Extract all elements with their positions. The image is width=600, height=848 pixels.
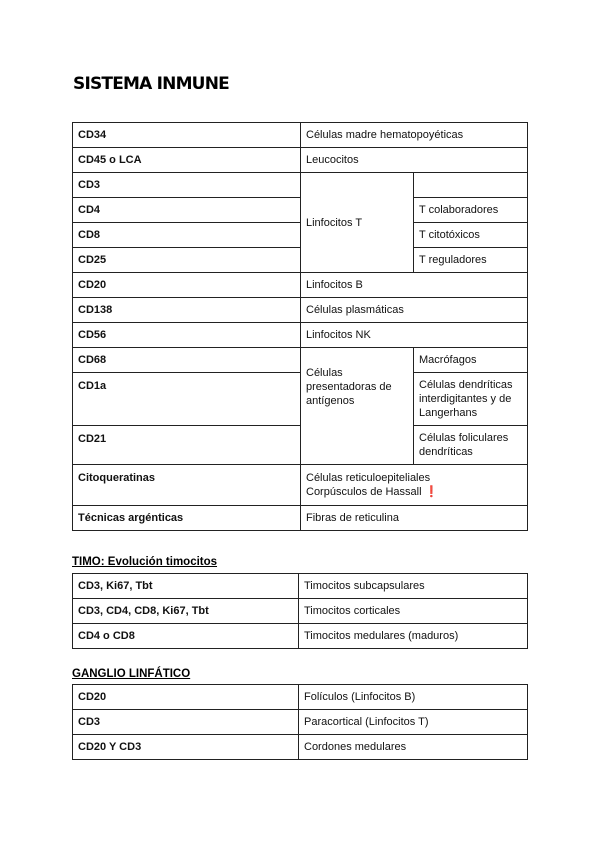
marker-cell: CD20 xyxy=(73,273,301,298)
cell-type: Cordones medulares xyxy=(299,735,528,760)
table-row xyxy=(73,426,528,465)
cell-line-text: Corpúsculos de Hassall xyxy=(306,486,422,498)
timo-table xyxy=(72,573,528,649)
marker-cell: CD8 xyxy=(73,223,301,248)
cell-type: Células plasmáticas xyxy=(301,298,528,323)
table-row xyxy=(73,685,528,710)
cell-type: Linfocitos B xyxy=(301,273,528,298)
table-row xyxy=(73,248,528,273)
table-row xyxy=(73,506,528,531)
marker-cell: CD20 xyxy=(73,685,299,710)
table-row xyxy=(73,373,528,426)
cell-type: Timocitos corticales xyxy=(299,599,528,624)
marker-cell: Citoqueratinas xyxy=(73,465,301,506)
cell-type: Paracortical (Linfocitos T) xyxy=(299,710,528,735)
marker-cell: CD21 xyxy=(73,426,301,465)
ganglio-table xyxy=(72,684,528,760)
marker-cell: CD3, CD4, CD8, Ki67, Tbt xyxy=(73,599,299,624)
cell-group-linfocitos-t: Linfocitos T xyxy=(301,173,414,273)
marker-cell: CD34 xyxy=(73,123,301,148)
cell-type: Fibras de reticulina xyxy=(301,506,528,531)
table-row xyxy=(73,624,528,649)
cell-type: Timocitos subcapsulares xyxy=(299,574,528,599)
table-row xyxy=(73,198,528,223)
table-row xyxy=(73,323,528,348)
cell-type: Células madre hematopoyéticas xyxy=(301,123,528,148)
table-row xyxy=(73,710,528,735)
section-heading-timo: TIMO: Evolución timocitos xyxy=(72,556,218,568)
cell-subtype xyxy=(414,173,528,198)
marker-cell: CD3 xyxy=(73,173,301,198)
marker-cell: CD3 xyxy=(73,710,299,735)
cell-line xyxy=(306,485,522,499)
table-row xyxy=(73,465,528,506)
table-row xyxy=(73,574,528,599)
cell-group-apc: Células presentadoras de antígenos xyxy=(301,348,414,465)
marker-cell: CD3, Ki67, Tbt xyxy=(73,574,299,599)
table-row xyxy=(73,148,528,173)
cell-type: Leucocitos xyxy=(301,148,528,173)
marker-cell: CD56 xyxy=(73,323,301,348)
table-row xyxy=(73,273,528,298)
cell-type: Folículos (Linfocitos B) xyxy=(299,685,528,710)
marker-cell: CD1a xyxy=(73,373,301,426)
page-title: SISTEMA INMUNE xyxy=(73,74,229,94)
table-row xyxy=(73,223,528,248)
markers-table xyxy=(72,122,528,531)
cell-type: Timocitos medulares (maduros) xyxy=(299,624,528,649)
table-row xyxy=(73,735,528,760)
section-heading-ganglio: GANGLIO LINFÁTICO xyxy=(72,668,191,680)
table-row xyxy=(73,599,528,624)
table-row xyxy=(73,123,528,148)
cell-subtype: Macrófagos xyxy=(414,348,528,373)
cell-type: Linfocitos NK xyxy=(301,323,528,348)
marker-cell: Técnicas argénticas xyxy=(73,506,301,531)
marker-cell: CD138 xyxy=(73,298,301,323)
marker-cell: CD45 o LCA xyxy=(73,148,301,173)
exclamation-icon: ❗ xyxy=(424,486,439,498)
marker-cell: CD4 xyxy=(73,198,301,223)
marker-cell: CD25 xyxy=(73,248,301,273)
table-row xyxy=(73,348,528,373)
table-row xyxy=(73,298,528,323)
cell-line: Células reticuloepiteliales xyxy=(306,472,431,484)
table-row xyxy=(73,173,528,198)
cell-subtype: T colaboradores xyxy=(414,198,528,223)
cell-type xyxy=(301,465,528,506)
cell-subtype: Células foliculares dendríticas xyxy=(414,426,528,465)
marker-cell: CD68 xyxy=(73,348,301,373)
cell-subtype: T citotóxicos xyxy=(414,223,528,248)
marker-cell: CD20 Y CD3 xyxy=(73,735,299,760)
cell-subtype: T reguladores xyxy=(414,248,528,273)
marker-cell: CD4 o CD8 xyxy=(73,624,299,649)
cell-subtype: Células dendríticas interdigitantes y de Langerhans xyxy=(414,373,528,426)
